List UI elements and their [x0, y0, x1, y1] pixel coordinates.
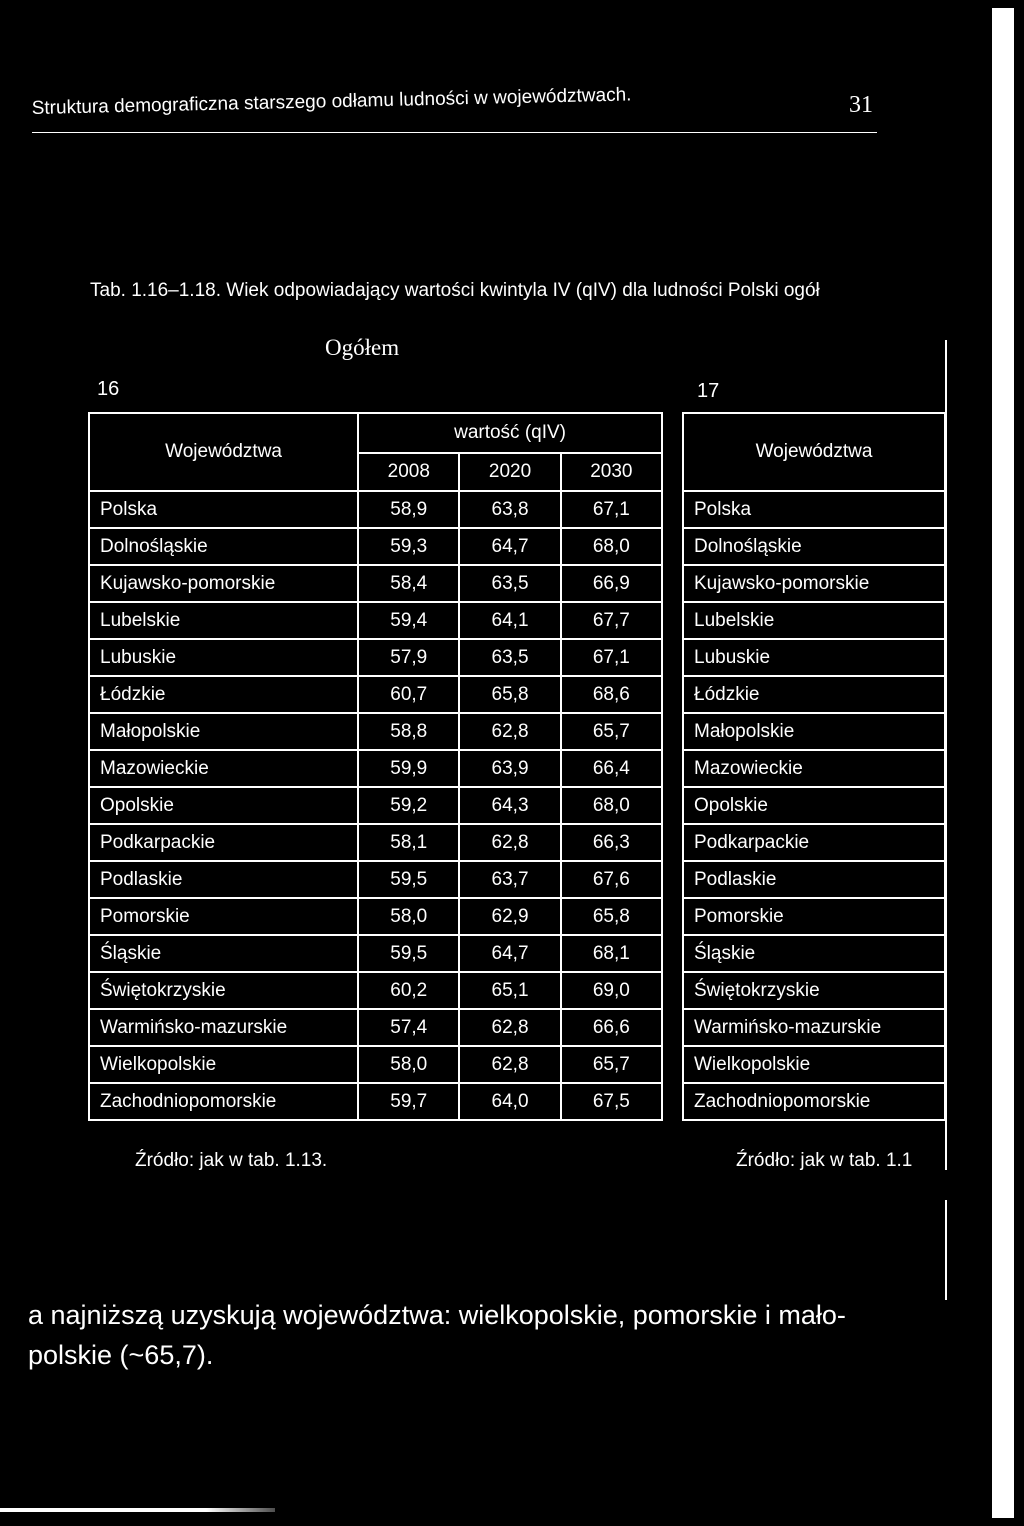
- scan-streak: [0, 1508, 275, 1512]
- region-name: Pomorskie: [89, 898, 358, 935]
- value-cell: 59,5: [358, 935, 459, 972]
- value-cell: 63,5: [459, 639, 560, 676]
- value-cell: 57,4: [358, 1009, 459, 1046]
- region-name: Małopolskie: [683, 713, 945, 750]
- value-cell: 68,6: [561, 676, 662, 713]
- value-cell: 59,4: [358, 602, 459, 639]
- region-name: Opolskie: [89, 787, 358, 824]
- value-cell: 64,7: [459, 935, 560, 972]
- table-row: [683, 639, 945, 676]
- value-cell: 60,2: [358, 972, 459, 1009]
- value-cell: 58,0: [358, 1046, 459, 1083]
- value-cell: 62,8: [459, 824, 560, 861]
- region-name: Pomorskie: [683, 898, 945, 935]
- value-cell: 68,0: [561, 787, 662, 824]
- column-header-year: 2030: [561, 453, 662, 491]
- table-row: [683, 528, 945, 565]
- column-header-name: Województwa: [683, 413, 945, 491]
- value-cell: 68,0: [561, 528, 662, 565]
- value-cell: 66,6: [561, 1009, 662, 1046]
- table-row: [89, 1009, 662, 1046]
- value-cell: 59,3: [358, 528, 459, 565]
- table-row: [683, 972, 945, 1009]
- table-row: [89, 972, 662, 1009]
- value-cell: 57,9: [358, 639, 459, 676]
- table-row: [89, 713, 662, 750]
- table-row: [683, 1009, 945, 1046]
- region-name: Lubuskie: [683, 639, 945, 676]
- value-cell: 65,8: [561, 898, 662, 935]
- page-fold-line-lower: [945, 1200, 947, 1300]
- value-cell: 68,1: [561, 935, 662, 972]
- table-row: [89, 898, 662, 935]
- page-edge-shadow: [992, 8, 1014, 1518]
- table-row: [683, 713, 945, 750]
- table-row: [683, 602, 945, 639]
- value-cell: 62,8: [459, 1046, 560, 1083]
- value-cell: 59,9: [358, 750, 459, 787]
- column-header-year: 2020: [459, 453, 560, 491]
- region-name: Kujawsko-pomorskie: [89, 565, 358, 602]
- value-cell: 67,6: [561, 861, 662, 898]
- value-cell: 62,9: [459, 898, 560, 935]
- table-row: [89, 565, 662, 602]
- region-name: Łódzkie: [89, 676, 358, 713]
- value-cell: 59,7: [358, 1083, 459, 1120]
- table-row: [683, 676, 945, 713]
- source-note-16: Źródło: jak w tab. 1.13.: [135, 1150, 328, 1171]
- table-row: [89, 676, 662, 713]
- region-name: Opolskie: [683, 787, 945, 824]
- region-name: Podkarpackie: [683, 824, 945, 861]
- value-cell: 67,1: [561, 639, 662, 676]
- region-name: Świętokrzyskie: [89, 972, 358, 1009]
- value-cell: 69,0: [561, 972, 662, 1009]
- value-cell: 66,3: [561, 824, 662, 861]
- value-cell: 67,7: [561, 602, 662, 639]
- region-name: Dolnośląskie: [89, 528, 358, 565]
- region-name: Podlaskie: [89, 861, 358, 898]
- region-name: Dolnośląskie: [683, 528, 945, 565]
- region-name: Polska: [683, 491, 945, 528]
- table-row: [89, 639, 662, 676]
- running-head-title: Struktura demograficzna starszego odłamu ludności w województwach.: [31, 84, 632, 120]
- value-cell: 63,8: [459, 491, 560, 528]
- region-name: Lubuskie: [89, 639, 358, 676]
- value-cell: 64,3: [459, 787, 560, 824]
- region-name: Mazowieckie: [89, 750, 358, 787]
- value-cell: 58,1: [358, 824, 459, 861]
- value-cell: 63,5: [459, 565, 560, 602]
- table-row: [683, 861, 945, 898]
- running-head: [31, 84, 877, 133]
- region-name: Zachodniopomorskie: [683, 1083, 945, 1120]
- table-row: [89, 1083, 662, 1120]
- table-row: [683, 1046, 945, 1083]
- region-name: Polska: [89, 491, 358, 528]
- value-cell: 65,8: [459, 676, 560, 713]
- value-cell: 66,9: [561, 565, 662, 602]
- region-name: Kujawsko-pomorskie: [683, 565, 945, 602]
- table-row: [683, 787, 945, 824]
- value-cell: 63,9: [459, 750, 560, 787]
- table-row: [683, 491, 945, 528]
- value-cell: 58,0: [358, 898, 459, 935]
- table-row: [89, 750, 662, 787]
- table-row: [89, 935, 662, 972]
- value-cell: 60,7: [358, 676, 459, 713]
- section-label: Ogółem: [325, 335, 400, 360]
- body-text-line-2: polskie (~65,7).: [28, 1340, 214, 1370]
- column-header-group: wartość (qIV): [358, 413, 662, 453]
- region-name: Warmińsko-mazurskie: [683, 1009, 945, 1046]
- table-row: [683, 565, 945, 602]
- value-cell: 66,4: [561, 750, 662, 787]
- region-name: Lubelskie: [683, 602, 945, 639]
- region-name: Wielkopolskie: [683, 1046, 945, 1083]
- value-cell: 65,7: [561, 713, 662, 750]
- value-cell: 65,7: [561, 1046, 662, 1083]
- value-cell: 59,2: [358, 787, 459, 824]
- region-name: Łódzkie: [683, 676, 945, 713]
- table-row: [683, 1083, 945, 1120]
- region-name: Warmińsko-mazurskie: [89, 1009, 358, 1046]
- value-cell: 64,0: [459, 1083, 560, 1120]
- table-row: [89, 528, 662, 565]
- region-name: Śląskie: [89, 935, 358, 972]
- region-name: Podlaskie: [683, 861, 945, 898]
- region-name: Lubelskie: [89, 602, 358, 639]
- region-name: Zachodniopomorskie: [89, 1083, 358, 1120]
- table-row: [89, 491, 662, 528]
- value-cell: 65,1: [459, 972, 560, 1009]
- region-name: Śląskie: [683, 935, 945, 972]
- region-name: Wielkopolskie: [89, 1046, 358, 1083]
- value-cell: 59,5: [358, 861, 459, 898]
- table-17: [682, 412, 946, 1121]
- table-row: [89, 602, 662, 639]
- value-cell: 62,8: [459, 713, 560, 750]
- table-number-16: 16: [97, 378, 120, 400]
- table-row: [683, 935, 945, 972]
- value-cell: 58,9: [358, 491, 459, 528]
- table-16: [88, 412, 663, 1121]
- region-name: Mazowieckie: [683, 750, 945, 787]
- region-name: Podkarpackie: [89, 824, 358, 861]
- page-number: 31: [849, 92, 873, 118]
- column-header-year: 2008: [358, 453, 459, 491]
- value-cell: 62,8: [459, 1009, 560, 1046]
- region-name: Małopolskie: [89, 713, 358, 750]
- table-row: [89, 861, 662, 898]
- value-cell: 58,8: [358, 713, 459, 750]
- value-cell: 67,1: [561, 491, 662, 528]
- table-row: [683, 824, 945, 861]
- value-cell: 67,5: [561, 1083, 662, 1120]
- table-row: [683, 898, 945, 935]
- source-note-17: Źródło: jak w tab. 1.1: [736, 1150, 913, 1171]
- table-row: [89, 1046, 662, 1083]
- value-cell: 64,1: [459, 602, 560, 639]
- region-name: Świętokrzyskie: [683, 972, 945, 1009]
- table-row: [683, 750, 945, 787]
- column-header-name: Województwa: [89, 413, 358, 491]
- table-row: [89, 824, 662, 861]
- table-number-17: 17: [697, 380, 720, 402]
- value-cell: 64,7: [459, 528, 560, 565]
- body-text-line-1: a najniższą uzyskują województwa: wielkopolskie, pomorskie i mało-: [28, 1300, 846, 1330]
- value-cell: 58,4: [358, 565, 459, 602]
- value-cell: 63,7: [459, 861, 560, 898]
- table-row: [89, 787, 662, 824]
- table-caption: Tab. 1.16–1.18. Wiek odpowiadający wartości kwintyla IV (qIV) dla ludności Polski ogół: [90, 280, 820, 301]
